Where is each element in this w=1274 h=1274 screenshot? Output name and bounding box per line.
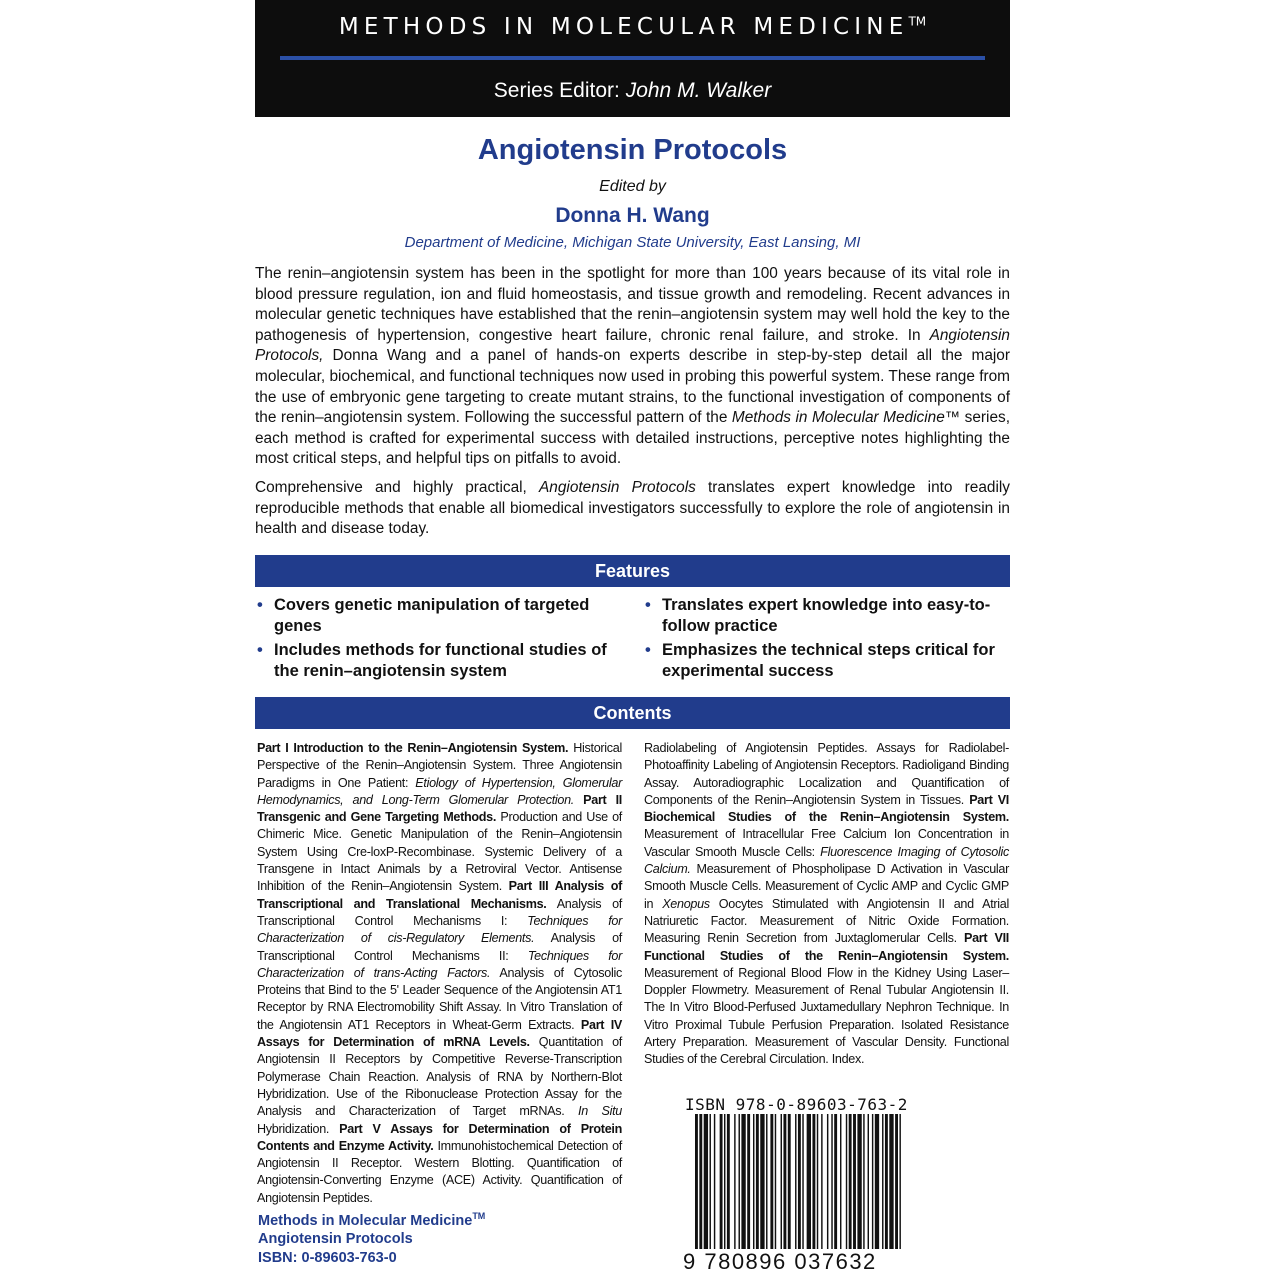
contents-text bbox=[574, 793, 583, 807]
contents-text: Analysis of Transcriptional Control Mechanisms II: bbox=[257, 931, 622, 963]
contents-part-heading: Part VII Functional Studies of the Renin–Angiotensin System. bbox=[644, 931, 1009, 963]
feature-item bbox=[645, 640, 1015, 682]
contents-text: Measurement of Phospholipase D Activation in Vascular Smooth Muscle Cells. Measurement of Cyclic AMP and Cyclic GMP in bbox=[644, 862, 1009, 911]
header-divider bbox=[280, 56, 985, 60]
footer-title: Angiotensin Protocols bbox=[258, 1231, 413, 1248]
feature-item bbox=[257, 640, 627, 682]
contents-text: Quantitation of Angiotensin II Receptors by Competitive Reverse-Transcription Polymerase Chain Reaction. Analysis of RNA by Northern-Blot Hybridization. Use of the Ribonuclease Protection Assay for the Analysis and Characterization of Target mRNAs. bbox=[257, 1035, 622, 1119]
desc-text: translates expert knowledge into readily reproducible methods that enable all biomedical investigators successfully to explore the role of angiotensin in health and disease today. bbox=[255, 478, 1010, 538]
contents-column-left bbox=[257, 740, 622, 1207]
isbn-barcode-label: ISBN 978-0-89603-763-2 bbox=[685, 1095, 908, 1114]
footer-series bbox=[258, 1207, 485, 1230]
footer-series-text: Methods in Molecular Medicine bbox=[258, 1212, 473, 1229]
contents-text: Historical Perspective of the Renin–Angiotensin System. Three Angiotensin Paradigms in One Patient: bbox=[257, 741, 622, 790]
feature-text: Covers genetic manipulation of targeted genes bbox=[274, 596, 590, 635]
series-title bbox=[255, 14, 1010, 40]
contents-part-heading: Part V Assays for Determination of Protein Contents and Enzyme Activity. bbox=[257, 1121, 622, 1153]
trademark-mark: TM bbox=[908, 14, 927, 29]
edited-by-label: Edited by bbox=[599, 178, 666, 195]
features-column-left bbox=[257, 595, 627, 685]
desc-italic: Angiotensin Protocols bbox=[539, 478, 696, 496]
footer-isbn: ISBN: 0-89603-763-0 bbox=[258, 1249, 397, 1266]
editor-name: Donna H. Wang bbox=[555, 204, 710, 227]
book-description bbox=[255, 264, 1010, 540]
series-editor-label: Series Editor: bbox=[493, 79, 620, 102]
contents-column-right bbox=[644, 740, 1009, 1069]
desc-text: series, each method is crafted for experimental success with detailed instructions, perceptive notes highlighting the most critical steps, and helpful tips on pitfalls to avoid. bbox=[255, 409, 1011, 468]
feature-item bbox=[257, 595, 627, 637]
desc-text: The renin–angiotensin system has been in the spotlight for more than 100 years because of its vital role in blood pressure regulation, ion and fluid homeostasis, and tissue growth and remodeling. Recent advances in molecular genetic techniques have established that the renin–angiotensin system may well hold the key to the pathogenesis of hypertension, congestive heart failure, chronic renal failure, and stroke. In bbox=[255, 265, 1010, 344]
contents-text: Measurement of Intracellular Free Calcium Ion Concentration in Vascular Smooth Muscle Cells: bbox=[644, 827, 1009, 859]
series-editor-name: John M. Walker bbox=[625, 79, 772, 102]
contents-text: In Situ bbox=[578, 1104, 622, 1119]
contents-part-heading: Part VI Biochemical Studies of the Renin–Angiotensin System. bbox=[644, 792, 1009, 825]
contents-text: Etiology of Hypertension, Glomerular Hemodynamics, and Long-Term Glomerular Protection. bbox=[257, 775, 622, 807]
contents-text: Analysis of Cytosolic Proteins that Bind to the 5' Leader Sequence of the Angiotensin AT1 Receptor by RNA Electromobility Shift Assay. In Vitro Translation of the Angiotensin AT1 Receptors in Wheat-Germ Extracts. bbox=[257, 965, 622, 1032]
feature-text: Translates expert knowledge into easy-to-follow practice bbox=[662, 596, 991, 635]
desc-italic: Angiotensin Protocols, bbox=[255, 326, 1010, 365]
series-editor bbox=[255, 79, 1010, 103]
description-paragraph-1 bbox=[255, 264, 1010, 470]
contents-part-heading: Part I Introduction to the Renin–Angiotensin System. bbox=[257, 741, 569, 755]
features-column-right bbox=[645, 595, 1015, 685]
desc-text: Comprehensive and highly practical, bbox=[255, 478, 540, 496]
contents-heading: Contents bbox=[255, 697, 1010, 729]
bullet-icon: • bbox=[257, 641, 263, 659]
desc-italic: Methods in Molecular Medicine™ bbox=[731, 409, 961, 427]
contents-text: Measurement of Regional Blood Flow in the Kidney Using Laser–Doppler Flowmetry. Measurement of Renal Tubular Angiotensin II. The In Vitro Blood-Perfused Juxtamedullary Nephron Technique. In Vitro Proximal Tubule Perfusion Preparation. Isolated Resistance Artery Preparation. Measurement of Vascular Density. Functional Studies of the Cerebral Circulation. Index. bbox=[644, 965, 1009, 1067]
desc-text: Donna Wang and a panel of hands-on experts describe in step-by-step detail all the major molecular, biochemical, and functional techniques now used in probing this powerful system. These range from the use of embryonic gene targeting to create mutant strains, to the functional investigation of components of the renin–angiotensin system. Following the successful pattern of the bbox=[255, 347, 1010, 427]
book-title: Angiotensin Protocols bbox=[477, 134, 788, 166]
description-paragraph-2 bbox=[255, 478, 1010, 540]
contents-part-heading: Part III Analysis of Transcriptional and Translational Mechanisms. bbox=[257, 879, 622, 911]
book-back-cover bbox=[255, 0, 1010, 1274]
bullet-icon: • bbox=[645, 641, 651, 659]
contents-text: Techniques for Characterization of trans-Acting Factors. bbox=[257, 948, 623, 980]
footer-trademark: TM bbox=[472, 1211, 486, 1221]
contents-text: Fluorescence Imaging of Cytosolic Calcium. bbox=[644, 844, 1010, 877]
editor-affiliation: Department of Medicine, Michigan State University, East Lansing, MI bbox=[404, 234, 861, 251]
bullet-icon: • bbox=[645, 596, 651, 614]
contents-text: Techniques for Characterization of cis-Regulatory Elements. bbox=[257, 913, 622, 946]
contents-text: Radiolabeling of Angiotensin Peptides. Assays for Radiolabel-Photoaffinity Labeling of Angiotensin Receptors. Radioligand Binding Assay. Autoradiographic Localization and Quantification of Components of the Renin–Angiotensin System in Tissues. bbox=[644, 741, 1009, 807]
contents-text: Production and Use of Chimeric Mice. Genetic Manipulation of the Renin–Angiotensin System Using Cre-loxP-Recombinase. Systemic Delivery of a Transgene in Intact Animals by a Retroviral Vector. Antisense Inhibition of the Renin–Angiotensin System. bbox=[257, 810, 623, 894]
contents-part-heading: Part IV Assays for Determination of mRNA Levels. bbox=[257, 1017, 623, 1050]
series-title-text: METHODS IN MOLECULAR MEDICINE bbox=[338, 14, 909, 40]
features-heading: Features bbox=[255, 555, 1010, 587]
footer-info bbox=[258, 1207, 485, 1267]
contents-part-heading: Part II Transgenic and Gene Targeting Methods. bbox=[257, 792, 622, 825]
contents-text: Oocytes Stimulated with Angiotensin II and Atrial Natriuretic Factor. Measurement of Nitric Oxide Formation. Measuring Renin Secretion from Juxtaglomerular Cells. bbox=[644, 896, 1009, 946]
bullet-icon: • bbox=[257, 596, 263, 614]
contents-text: Hybridization. bbox=[257, 1121, 340, 1136]
contents-text: Xenopus bbox=[662, 896, 710, 911]
series-header bbox=[255, 0, 1010, 117]
contents-text: Analysis of Transcriptional Control Mechanisms I: bbox=[257, 896, 622, 928]
feature-text: Emphasizes the technical steps critical for experimental success bbox=[662, 641, 995, 680]
feature-item bbox=[645, 595, 1015, 637]
feature-text: Includes methods for functional studies of the renin–angiotensin system bbox=[274, 641, 607, 680]
contents-text: Immunohistochemical Detection of Angiotensin II Receptor. Western Blotting. Quantification of Angiotensin-Converting Enzyme (ACE) Activity. Quantification of Angiotensin Peptides. bbox=[257, 1138, 622, 1205]
barcode-digits: 9 780896 037632 bbox=[683, 1249, 973, 1274]
